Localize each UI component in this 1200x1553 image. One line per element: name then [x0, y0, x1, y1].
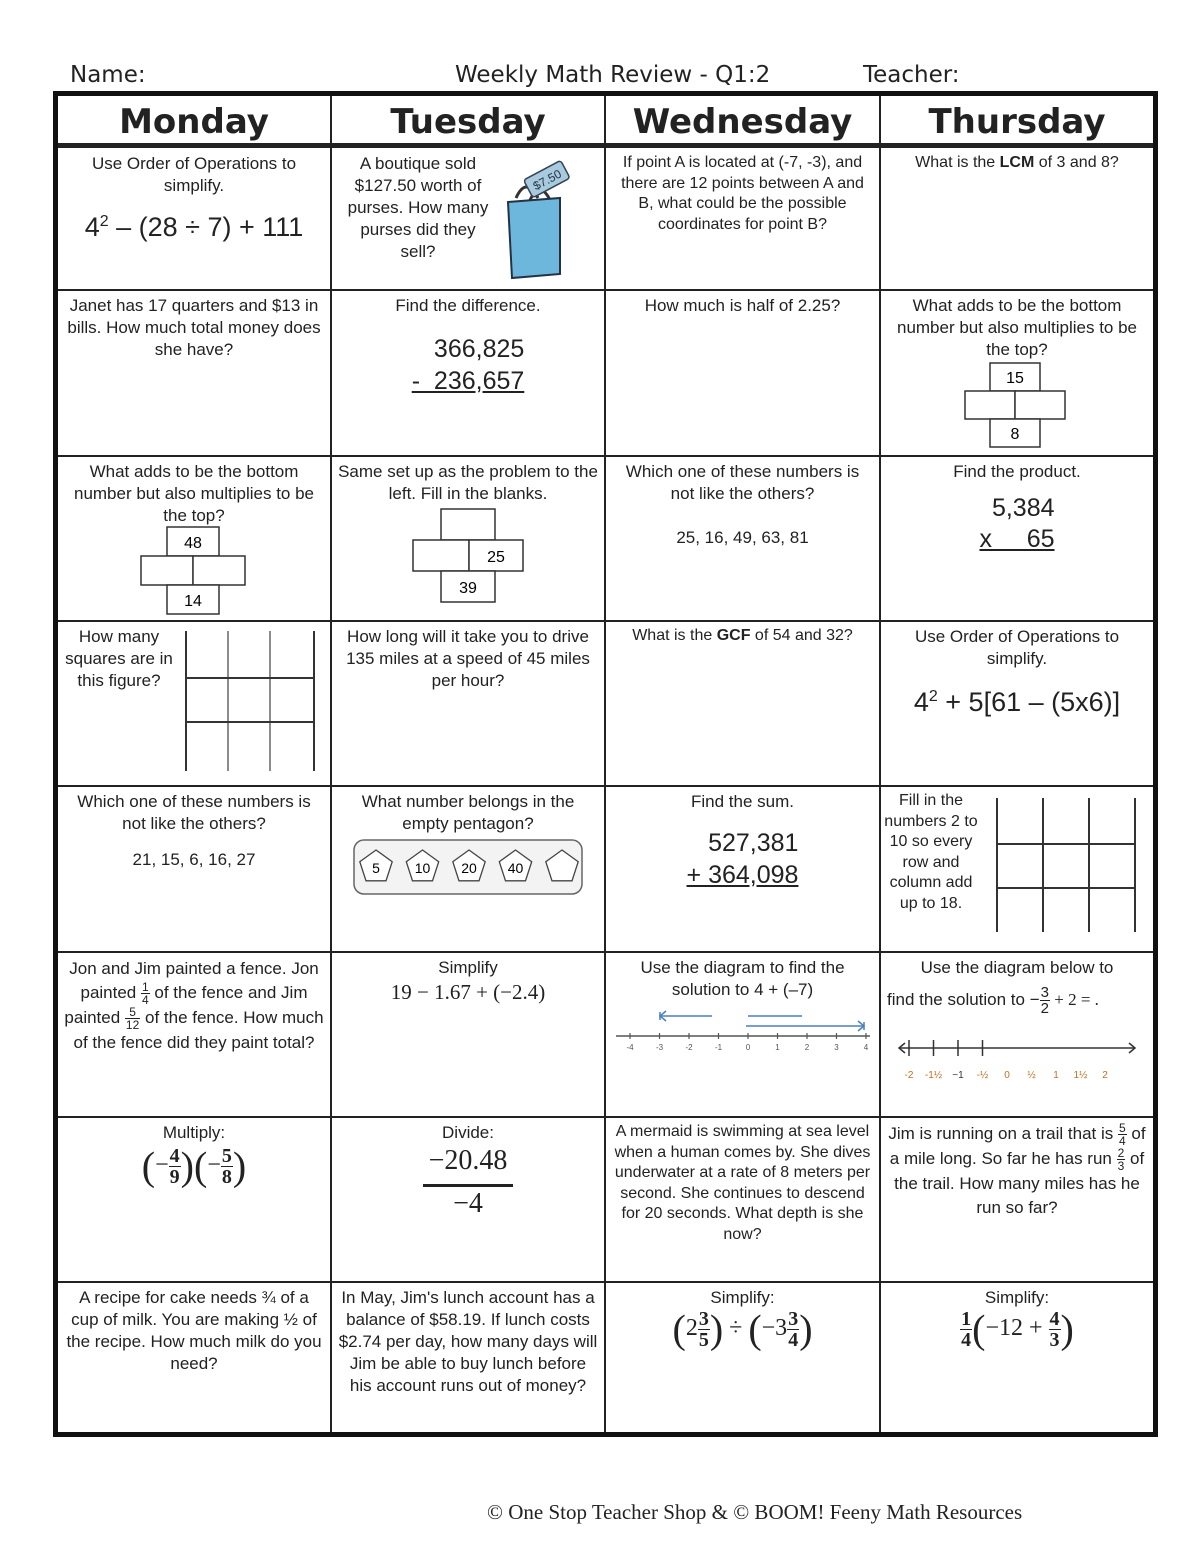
day-header-wednesday: Wednesday — [632, 102, 853, 142]
text-part: What is the — [915, 154, 1000, 171]
numerator: 4 — [169, 1145, 180, 1167]
numerator: 5 — [221, 1145, 232, 1167]
tick-label: 3 — [834, 1043, 839, 1052]
puzzle-bottom-value: 39 — [459, 580, 477, 597]
problem-cell — [332, 788, 604, 951]
problem-text: Janet has 17 quarters and $13 in bills. How much total money does she have? — [67, 296, 321, 359]
problem-text: What adds to be the bottom number but also multiplies to be the top? — [896, 296, 1138, 359]
problem-text: Simplify: — [710, 1288, 775, 1307]
tick-label: -1 — [714, 1043, 723, 1052]
problem-text: Divide: — [442, 1123, 494, 1142]
expr-exponent: 2 — [928, 688, 938, 705]
problem-cell — [332, 1119, 604, 1281]
tick-label: 1½ — [1073, 1070, 1088, 1081]
fraction — [221, 1146, 233, 1187]
problem-cell — [58, 292, 330, 455]
numerator: 3 — [1040, 984, 1049, 1001]
expr-rest: – (28 ÷ 7) + 111 — [108, 212, 304, 242]
sum-product-puzzle — [964, 362, 1068, 448]
expr-rest: + 5[61 – (5x6)] — [937, 687, 1121, 717]
problem-text — [612, 626, 873, 647]
problem-text: Find the difference. — [395, 296, 541, 315]
whole-number: −3 — [761, 1315, 788, 1342]
text-part: Jon and Jim painted a fence. Jon painted — [69, 959, 319, 1002]
denominator: 3 — [1049, 1329, 1060, 1351]
row-divider — [58, 1281, 1153, 1283]
problem-cell — [881, 1284, 1153, 1432]
problem-cell — [332, 954, 604, 1116]
tick-label: -4 — [626, 1043, 634, 1052]
expression — [64, 211, 324, 242]
problem-text: Which one of these numbers is not like the others? — [625, 462, 860, 503]
subtrahend: - 236,657 — [411, 367, 525, 395]
text-part: find the solution to − — [887, 989, 1040, 1009]
purse-bag-icon — [500, 158, 576, 282]
problem-text: How long will it take you to drive 135 miles at a speed of 45 miles per hour? — [346, 627, 590, 690]
review-table — [53, 91, 1158, 1437]
expression: (− $\frac{4}{9}$ )(− $\frac{5}{8}$ ) — [141, 1143, 247, 1189]
division-fraction — [423, 1144, 514, 1221]
numerator: 4 — [1049, 1308, 1060, 1330]
problem-cell — [606, 1119, 879, 1281]
tick-label: 1 — [1053, 1070, 1059, 1081]
tick-label: ½ — [1027, 1070, 1036, 1081]
tick-label: -2 — [904, 1070, 914, 1081]
numerator: 1 — [141, 980, 149, 995]
text-part: of the trail. How many miles has he run so far? — [894, 1149, 1145, 1218]
multiplicand: 5,384 — [991, 494, 1055, 522]
text-part: of a mile long. So far he has run — [889, 1124, 1146, 1169]
problem-cell — [58, 1119, 330, 1281]
day-header-thursday: Thursday — [928, 102, 1106, 142]
problem-cell — [58, 954, 330, 1116]
problem-cell — [881, 150, 1153, 288]
problem-text: Which one of these numbers is not like the others? — [77, 792, 311, 833]
price-tag-text: $7.50 — [530, 166, 564, 194]
paren: ) — [709, 1306, 724, 1352]
denominator: 9 — [169, 1166, 180, 1188]
expression — [887, 686, 1147, 717]
problem-cell — [606, 1284, 879, 1432]
numerator: 5 — [1119, 1121, 1126, 1136]
tick-label: 0 — [1004, 1070, 1010, 1081]
problem-text: Use the diagram to find the solution to 4 + (–7) — [640, 958, 845, 999]
problem-cell — [881, 1119, 1153, 1281]
problem-text: Simplify: — [984, 1288, 1050, 1307]
problem-cell — [881, 954, 1153, 1116]
number-line-diagram — [895, 1036, 1141, 1086]
row-divider — [58, 785, 1153, 787]
problem-text: A mermaid is swimming at sea level when a human comes by. She dives underwater at a rate of 8 meters per second. She continues to descend for 20 seconds. What depth is she now? — [614, 1123, 871, 1243]
problem-cell — [58, 623, 330, 785]
paren: ( — [194, 1143, 208, 1189]
denominator: 4 — [788, 1329, 799, 1351]
denominator: 5 — [698, 1329, 709, 1351]
pentagon-value: 10 — [414, 860, 431, 876]
denominator: 12 — [125, 1018, 140, 1033]
tick-label: 2 — [804, 1043, 810, 1052]
expr-base: 4 — [913, 687, 929, 717]
fraction — [1049, 1309, 1061, 1350]
denominator: 4 — [961, 1329, 972, 1351]
text-part: Jim is running on a trail that is — [888, 1124, 1118, 1143]
bold-term: GCF — [716, 627, 751, 644]
tick-label: 1 — [775, 1043, 780, 1052]
teacher-label: Teacher: — [863, 62, 960, 88]
problem-text: A boutique sold $127.50 worth of purses. How many purses did they sell? — [347, 154, 489, 261]
problem-text: Use Order of Operations to simplify. — [91, 154, 297, 195]
row-divider — [58, 620, 1153, 622]
problem-cell — [332, 150, 604, 288]
numerator: 1 — [961, 1308, 972, 1330]
pentagon-sequence — [352, 838, 584, 898]
paren: ) — [180, 1143, 194, 1189]
puzzle-bottom-value: 14 — [184, 593, 202, 610]
tick-label: -1½ — [924, 1070, 943, 1081]
tick-label: -½ — [976, 1070, 989, 1081]
row-divider — [58, 1116, 1153, 1118]
row-divider — [58, 455, 1153, 457]
paren: ( — [748, 1306, 762, 1352]
text-part: of 3 and 8? — [1034, 154, 1119, 171]
problem-cell — [606, 623, 879, 785]
copyright-footer: © One Stop Teacher Shop & © BOOM! Feeny Math Resources — [487, 1500, 1023, 1524]
problem-text: Simplify — [438, 958, 498, 977]
addend-bottom: + 364,098 — [686, 861, 799, 889]
text-part: What is the — [632, 627, 717, 644]
tick-label: −1 — [952, 1070, 964, 1081]
squares-figure — [180, 631, 318, 771]
denominator: 8 — [221, 1166, 232, 1188]
problem-text: What adds to be the bottom number but also multiplies to be the top? — [73, 462, 315, 525]
fraction — [1117, 1147, 1126, 1172]
problem-text: What number belongs in the empty pentagon? — [361, 792, 575, 833]
tick-label: 2 — [1102, 1070, 1108, 1081]
whole-number: 2 — [685, 1315, 698, 1342]
magic-square-grid — [991, 798, 1141, 932]
numerator: −20.48 — [428, 1145, 508, 1176]
paren: ) — [799, 1306, 813, 1352]
problem-cell — [606, 150, 879, 288]
bold-term: LCM — [999, 154, 1035, 171]
pentagon-value: 40 — [507, 860, 524, 876]
numerator: 3 — [698, 1308, 709, 1330]
problem-text: Same set up as the problem to the left. Fill in the blanks. — [338, 462, 598, 503]
problem-cell — [606, 788, 879, 951]
problem-text — [64, 957, 324, 1055]
pentagon-value: 20 — [461, 860, 477, 876]
text-part: + 2 = . — [1049, 989, 1099, 1009]
fraction — [141, 981, 150, 1006]
problem-cell — [881, 788, 1153, 951]
problem-text: Fill in the numbers 2 to 10 so every row and column add up to 18. — [884, 792, 978, 912]
subtraction — [412, 333, 525, 397]
numerator: 5 — [129, 1005, 136, 1020]
fraction — [169, 1146, 181, 1187]
problem-text: How much is half of 2.25? — [644, 296, 841, 315]
problem-cell — [332, 1284, 604, 1432]
tick-label: -2 — [685, 1043, 693, 1052]
paren: ( — [972, 1306, 986, 1352]
problem-cell — [332, 292, 604, 455]
problem-cell — [58, 788, 330, 951]
problem-text: A recipe for cake needs ¾ of a cup of milk. You are making ½ of the recipe. How much milk do you need? — [66, 1288, 322, 1373]
problem-cell — [58, 150, 330, 288]
addend-top: 527,381 — [708, 829, 799, 857]
problem-text — [887, 153, 1147, 174]
tick-label: 4 — [863, 1043, 869, 1052]
denominator: −4 — [423, 1184, 514, 1221]
problem-cell — [606, 458, 879, 620]
text-part: of the fence and Jim painted — [64, 983, 308, 1028]
minuend: 366,825 — [433, 335, 525, 363]
worksheet-title: Weekly Math Review - Q1:2 — [455, 62, 771, 88]
problem-cell — [332, 623, 604, 785]
fraction — [787, 1309, 799, 1350]
fraction — [698, 1309, 710, 1350]
numerator: 2 — [1117, 1146, 1125, 1161]
fraction — [1040, 985, 1050, 1016]
puzzle-top-value: 48 — [184, 535, 202, 552]
expression — [887, 985, 1147, 1016]
problem-text: How many squares are in this figure? — [65, 627, 173, 690]
denominator: 4 — [141, 993, 149, 1008]
problem-text: Use the diagram below to — [920, 958, 1114, 977]
problem-cell — [881, 623, 1153, 785]
problem-cell — [58, 1284, 330, 1432]
puzzle-bottom-value: 8 — [1010, 426, 1020, 443]
paren: ( — [672, 1306, 686, 1352]
sum-product-puzzle — [140, 526, 248, 616]
expression — [887, 1306, 1147, 1352]
paren: ( — [141, 1143, 156, 1189]
fraction — [1118, 1122, 1127, 1147]
problem-text: In May, Jim's lunch account has a balance of $58.19. If lunch costs $2.74 per day, how many days will Jim be able to buy lunch before his account runs out of money? — [338, 1288, 598, 1395]
problem-text: Find the sum. — [691, 792, 794, 811]
pentagon-value: 5 — [372, 860, 380, 876]
problem-cell — [881, 292, 1153, 455]
problem-cell — [332, 458, 604, 620]
tick-label: 0 — [745, 1043, 751, 1052]
problem-cell — [881, 458, 1153, 620]
paren: ) — [1060, 1306, 1074, 1352]
text-part: of the fence. How much of the fence did they paint total? — [73, 1008, 324, 1053]
problem-text: Use Order of Operations to simplify. — [914, 627, 1120, 668]
expr-exponent: 2 — [99, 213, 109, 230]
problem-text: Find the product. — [953, 462, 1081, 481]
denominator: 3 — [1117, 1159, 1125, 1174]
denominator: 2 — [1040, 1000, 1049, 1017]
row-divider — [58, 951, 1153, 953]
multiplication — [979, 493, 1054, 555]
numerator: 3 — [788, 1308, 799, 1330]
expr-base: 4 — [84, 212, 100, 242]
number-list: 21, 15, 6, 16, 27 — [132, 850, 256, 869]
problem-text: Multiply: — [162, 1123, 226, 1142]
number-list: 25, 16, 49, 63, 81 — [676, 528, 809, 547]
day-header-monday: Monday — [119, 102, 269, 142]
text-part: of 54 and 32? — [750, 627, 853, 644]
problem-text: If point A is located at (-7, -3), and there are 12 points between A and B, what could be the possible coordinates for point B? — [621, 154, 864, 233]
sum-product-puzzle — [412, 508, 526, 604]
expression: 19 − 1.67 + (−2.4) — [390, 980, 546, 1004]
puzzle-right-value: 25 — [487, 549, 505, 566]
addition — [687, 827, 799, 891]
name-label: Name: — [70, 62, 146, 88]
problem-cell — [606, 292, 879, 455]
text-part: −12 + — [985, 1315, 1049, 1342]
expression: (2 $\frac{3}{5}$ ) ÷ (−3 $\frac{3}{4}$ ) — [672, 1306, 813, 1352]
multiplier: x 65 — [979, 525, 1055, 553]
problem-cell — [58, 458, 330, 620]
problem-text — [887, 1122, 1147, 1220]
paren: ) — [232, 1143, 247, 1189]
fraction — [125, 1006, 140, 1031]
problem-cell — [606, 954, 879, 1116]
denominator: 4 — [1119, 1134, 1126, 1149]
day-header-tuesday: Tuesday — [390, 102, 546, 142]
row-divider — [58, 289, 1153, 291]
number-line-diagram — [612, 1006, 874, 1056]
tick-label: -3 — [655, 1043, 664, 1052]
fraction — [960, 1309, 972, 1350]
puzzle-top-value: 15 — [1006, 370, 1024, 387]
